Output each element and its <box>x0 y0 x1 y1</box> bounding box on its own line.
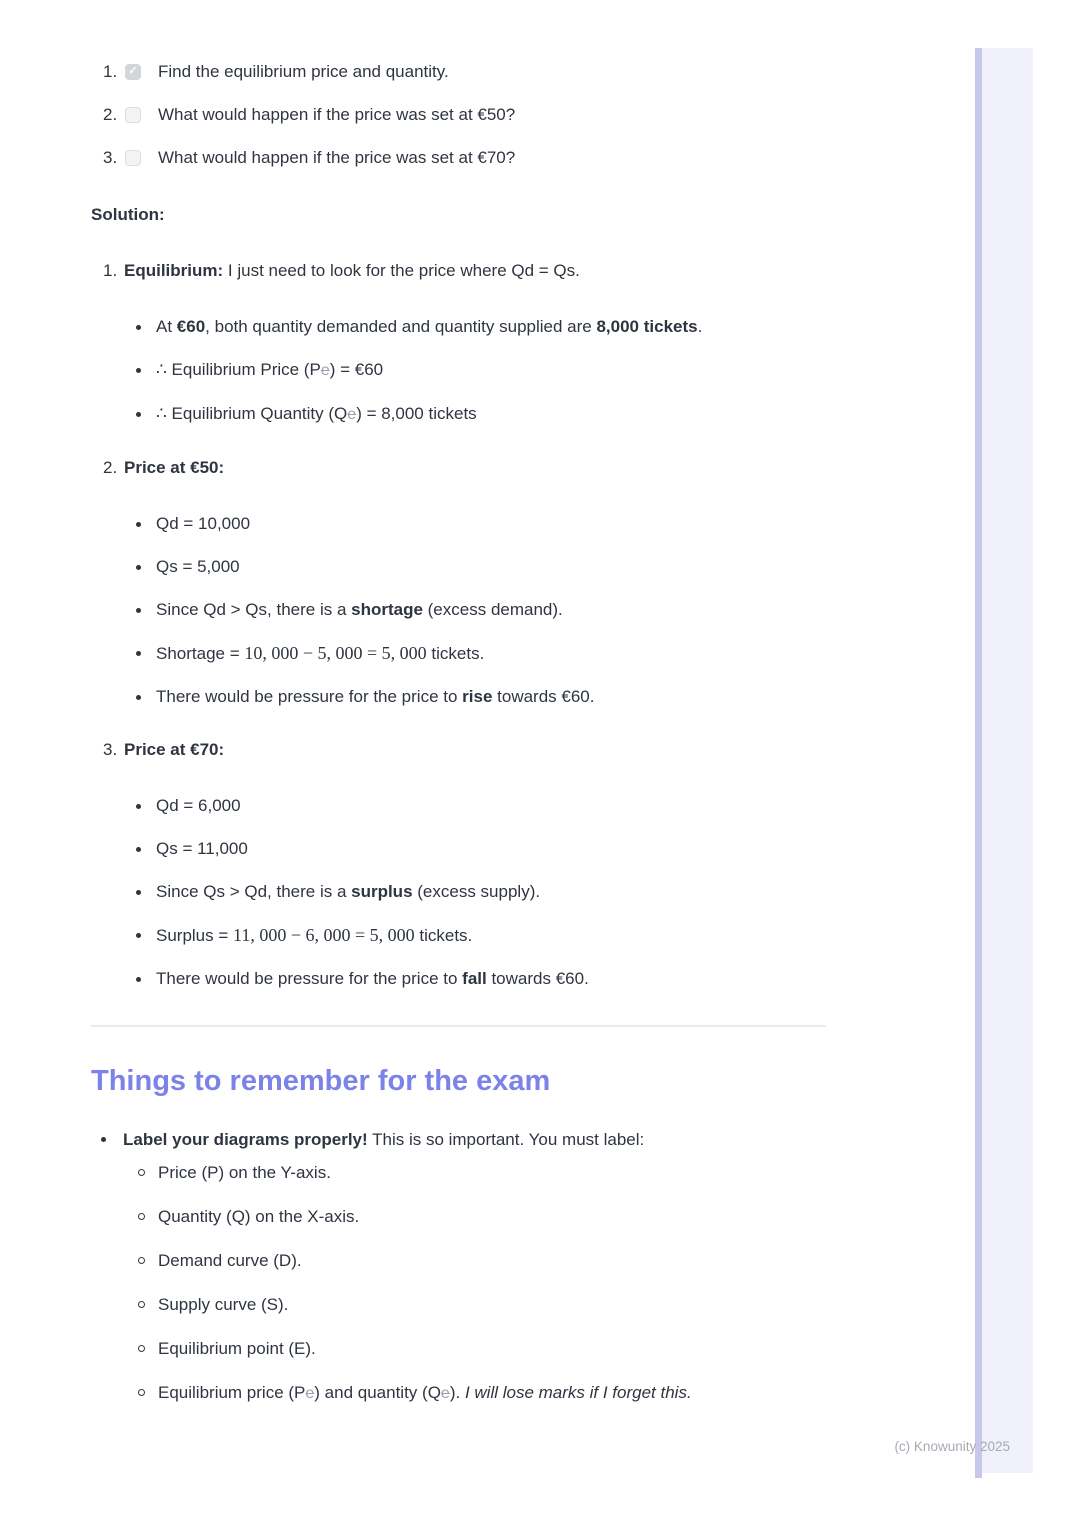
page-title: Things to remember for the exam <box>91 1065 551 1097</box>
bullet-text: Qs = 11,000 <box>156 839 248 858</box>
checkmark-icon: ✓ <box>128 65 138 77</box>
task-number: 3. <box>103 148 118 167</box>
remember-sub-list <box>91 1159 826 1407</box>
bullet-text: Surplus = 11, 000 − 6, 000 = 5, 000 tickets. <box>156 925 473 945</box>
list-item <box>91 311 826 343</box>
circle-bullet-icon <box>138 1389 145 1396</box>
bullet-text: There would be pressure for the price to rise towards €60. <box>156 687 595 706</box>
list-item <box>91 1203 826 1230</box>
task-item-3 <box>91 144 826 171</box>
bullet-dot-icon <box>136 565 141 570</box>
page-edge-panel <box>982 48 1033 1473</box>
solution-item-1-heading <box>91 257 826 284</box>
solution-item-2-bullets <box>91 508 826 713</box>
bullet-text: Qd = 6,000 <box>156 796 241 815</box>
bullet-dot-icon <box>136 977 141 982</box>
task-item-1 <box>91 58 826 85</box>
checkbox-unchecked[interactable] <box>125 107 141 123</box>
list-item <box>91 1379 826 1407</box>
bullet-text: Since Qs > Qd, there is a surplus (excess supply). <box>156 882 541 901</box>
list-item <box>91 1291 826 1318</box>
circle-bullet-icon <box>138 1345 145 1352</box>
list-item <box>91 833 826 865</box>
list-item <box>91 398 826 431</box>
bullet-text: Quantity (Q) on the X-axis. <box>158 1207 360 1226</box>
list-item <box>91 637 826 670</box>
list-item <box>91 681 826 713</box>
bullet-dot-icon <box>136 368 141 373</box>
subscript-e: e <box>320 362 330 379</box>
solution-item-3-title: Price at €70: <box>124 740 225 759</box>
solution-item-1-title <box>124 257 826 284</box>
scrollbar[interactable] <box>975 48 982 1478</box>
bullet-text: Price (P) on the Y-axis. <box>158 1163 331 1182</box>
checkbox-unchecked[interactable] <box>125 150 141 166</box>
checkbox-checked[interactable] <box>125 64 141 80</box>
bullet-dot-icon <box>136 412 141 417</box>
solution-heading: Solution: <box>91 205 165 224</box>
bullet-text: Qd = 10,000 <box>156 514 251 533</box>
section-divider <box>91 1025 826 1027</box>
list-item <box>91 1247 826 1274</box>
task-number: 2. <box>103 105 118 124</box>
list-item <box>91 790 826 822</box>
bullet-dot-icon <box>136 325 141 330</box>
bullet-dot-icon <box>136 695 141 700</box>
circle-bullet-icon <box>138 1213 145 1220</box>
list-item <box>91 876 826 908</box>
list-number: 2. <box>103 458 118 477</box>
bullet-dot-icon <box>136 804 141 809</box>
bullet-dot-icon <box>136 933 141 938</box>
bullet-dot-icon <box>136 608 141 613</box>
subscript-e: e <box>440 1385 450 1402</box>
list-item <box>91 963 826 995</box>
copyright-footer: (c) Knowunity 2025 <box>894 1439 1010 1454</box>
bullet-text: Demand curve (D). <box>158 1251 302 1270</box>
task-number: 1. <box>103 62 118 81</box>
circle-bullet-icon <box>138 1169 145 1176</box>
solution-item-1-bullets <box>91 311 826 431</box>
bullet-text: ∴ Equilibrium Quantity (Qe) = 8,000 tickets <box>156 404 477 423</box>
bullet-text: At €60, both quantity demanded and quantity supplied are 8,000 tickets. <box>156 317 703 336</box>
bullet-text: Shortage = 10, 000 − 5, 000 = 5, 000 tickets. <box>156 643 485 663</box>
bullet-dot-icon <box>101 1137 106 1142</box>
solution-item-3-heading <box>91 736 826 763</box>
list-item <box>91 919 826 952</box>
list-item <box>91 594 826 626</box>
bullet-text: Equilibrium price (Pe) and quantity (Qe). I will lose marks if I forget this. <box>158 1383 692 1402</box>
circle-bullet-icon <box>138 1301 145 1308</box>
remember-lead-item <box>91 1126 826 1153</box>
circle-bullet-icon <box>138 1257 145 1264</box>
bullet-text: Since Qd > Qs, there is a shortage (excess demand). <box>156 600 563 619</box>
task-text: What would happen if the price was set at €70? <box>158 148 516 167</box>
italic-note: I will lose marks if I forget this. <box>464 1383 692 1402</box>
list-item <box>91 551 826 583</box>
bullet-text: Qs = 5,000 <box>156 557 240 576</box>
bullet-dot-icon <box>136 847 141 852</box>
task-text: Find the equilibrium price and quantity. <box>158 62 449 81</box>
math-expression: 10, 000 − 5, 000 = 5, 000 <box>244 643 427 663</box>
solution-item-2-title: Price at €50: <box>124 458 225 477</box>
task-text: What would happen if the price was set at €50? <box>158 105 516 124</box>
document-content <box>91 58 826 1424</box>
list-item <box>91 1335 826 1362</box>
subscript-e: e <box>347 406 357 423</box>
task-list <box>91 58 826 171</box>
list-item <box>91 354 826 387</box>
bullet-text: Label your diagrams properly! This is so important. You must label: <box>123 1130 645 1149</box>
task-item-2 <box>91 101 826 128</box>
bullet-dot-icon <box>136 522 141 527</box>
bullet-text: ∴ Equilibrium Price (Pe) = €60 <box>156 360 384 379</box>
bullet-dot-icon <box>136 651 141 656</box>
list-item <box>91 1159 826 1186</box>
bullet-text: Supply curve (S). <box>158 1295 289 1314</box>
title-bold: Equilibrium: <box>124 261 224 280</box>
bullet-text: Equilibrium point (E). <box>158 1339 316 1358</box>
bullet-text: There would be pressure for the price to fall towards €60. <box>156 969 589 988</box>
title-rest: I just need to look for the price where Qd = Qs. <box>223 261 580 280</box>
list-number: 1. <box>103 261 118 280</box>
list-number: 3. <box>103 740 118 759</box>
subscript-e: e <box>305 1385 315 1402</box>
solution-item-3-bullets <box>91 790 826 995</box>
list-item <box>91 508 826 540</box>
solution-item-2-heading <box>91 454 826 481</box>
math-expression: 11, 000 − 6, 000 = 5, 000 <box>233 925 415 945</box>
bullet-dot-icon <box>136 890 141 895</box>
